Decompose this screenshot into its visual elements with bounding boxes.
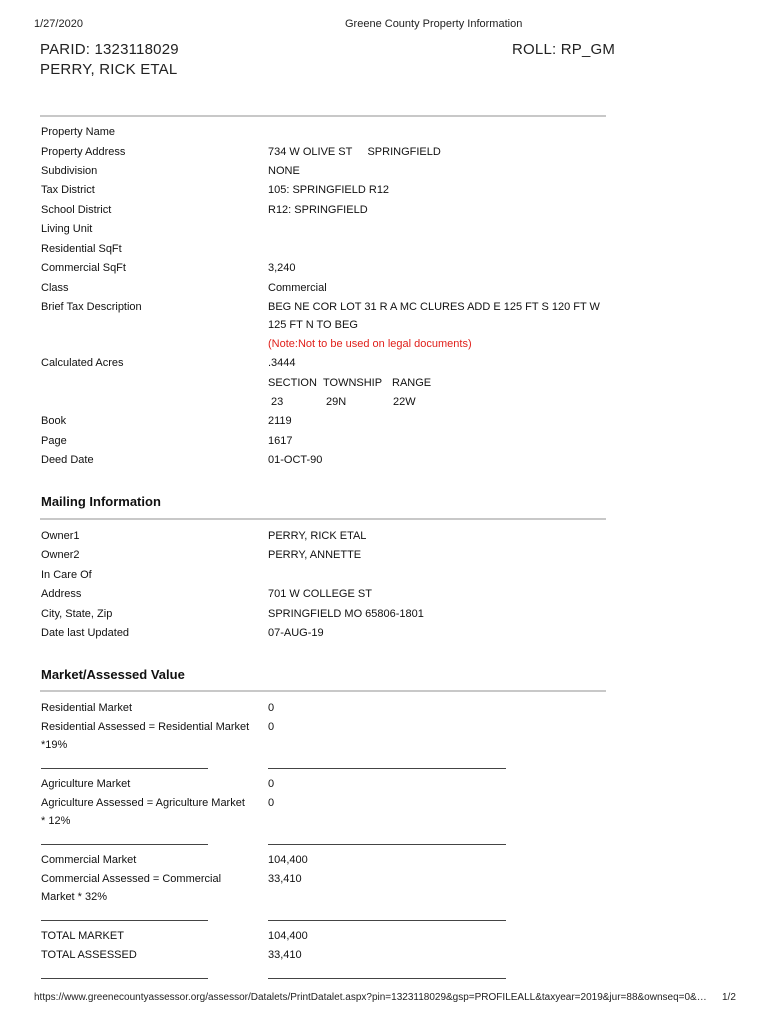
label-agriculture-assessed-line1: Agriculture Assessed = Agriculture Market — [41, 797, 245, 809]
commercial-left-separator — [41, 920, 208, 921]
parcel-id: PARID: 1323118029 — [40, 41, 179, 58]
value-commercial-market: 104,400 — [268, 854, 308, 866]
market-divider — [40, 690, 606, 692]
residential-right-separator — [268, 768, 506, 769]
owner-heading: PERRY, RICK ETAL — [40, 61, 178, 78]
label-residential-sqft: Residential SqFt — [41, 243, 122, 255]
value-calculated-acres: .3444 — [268, 357, 296, 369]
label-property-address: Property Address — [41, 146, 126, 158]
value-brief-tax-line2: 125 FT N TO BEG — [268, 319, 358, 331]
agriculture-right-separator — [268, 844, 506, 845]
legal-note: (Note:Not to be used on legal documents) — [268, 338, 472, 350]
label-owner2: Owner2 — [41, 549, 80, 561]
mailing-divider — [40, 518, 606, 520]
value-tax-district: 105: SPRINGFIELD R12 — [268, 184, 390, 196]
value-total-market: 104,400 — [268, 930, 308, 942]
label-residential-assessed-line1: Residential Assessed = Residential Market — [41, 721, 250, 733]
commercial-right-separator — [268, 920, 506, 921]
label-commercial-market: Commercial Market — [41, 854, 137, 866]
value-school-district: R12: SPRINGFIELD — [268, 204, 368, 216]
value-total-assessed: 33,410 — [268, 949, 302, 961]
residential-left-separator — [41, 768, 208, 769]
label-living-unit: Living Unit — [41, 223, 93, 235]
header-divider — [40, 115, 606, 117]
value-page: 1617 — [268, 435, 293, 447]
value-book: 2119 — [268, 415, 292, 427]
label-subdivision: Subdivision — [41, 165, 98, 177]
label-mailing-address: Address — [41, 588, 82, 600]
value-agriculture-assessed: 0 — [268, 797, 275, 809]
township-label: TOWNSHIP — [323, 377, 383, 389]
mailing-section-title: Mailing Information — [41, 494, 161, 509]
label-residential-assessed-line2: *19% — [41, 739, 68, 751]
label-tax-district: Tax District — [41, 184, 95, 196]
range-label: RANGE — [392, 377, 432, 389]
value-commercial-assessed: 33,410 — [268, 873, 302, 885]
page-number: 1/2 — [722, 992, 736, 1003]
label-school-district: School District — [41, 204, 112, 216]
label-in-care-of: In Care Of — [41, 569, 92, 581]
label-calculated-acres: Calculated Acres — [41, 357, 124, 369]
section-value: 23 — [271, 396, 284, 408]
range-value: 22W — [393, 396, 416, 408]
value-city-state-zip: SPRINGFIELD MO 65806-1801 — [268, 608, 424, 620]
label-brief-tax-description: Brief Tax Description — [41, 301, 142, 313]
label-commercial-sqft: Commercial SqFt — [41, 262, 126, 274]
label-book: Book — [41, 415, 67, 427]
value-agriculture-market: 0 — [268, 778, 275, 790]
label-page: Page — [41, 435, 67, 447]
label-class: Class — [41, 282, 69, 294]
label-deed-date: Deed Date — [41, 454, 94, 466]
label-agriculture-market: Agriculture Market — [41, 778, 131, 790]
label-commercial-assessed-line2: Market * 32% — [41, 891, 108, 903]
township-value: 29N — [326, 396, 347, 408]
label-date-last-updated: Date last Updated — [41, 627, 130, 639]
label-commercial-assessed-line1: Commercial Assessed = Commercial — [41, 873, 222, 885]
total-right-separator — [268, 978, 506, 979]
label-residential-market: Residential Market — [41, 702, 133, 714]
label-total-assessed: TOTAL ASSESSED — [41, 949, 137, 961]
value-date-last-updated: 07-AUG-19 — [268, 627, 324, 639]
value-owner1: PERRY, RICK ETAL — [268, 530, 367, 542]
print-date: 1/27/2020 — [34, 18, 83, 30]
value-commercial-sqft: 3,240 — [268, 262, 296, 274]
agriculture-left-separator — [41, 844, 208, 845]
label-agriculture-assessed-line2: * 12% — [41, 815, 71, 827]
section-label: SECTION — [268, 377, 317, 389]
roll-code: ROLL: RP_GM — [512, 41, 616, 58]
page-url: https://www.greenecountyassessor.org/assessor/Datalets/PrintDatalet.aspx?pin=1323118029&gsp=PROFILEALL&taxyear=2019&jur=88&ownseq=0&… — [34, 992, 707, 1003]
label-owner1: Owner1 — [41, 530, 80, 542]
value-subdivision: NONE — [268, 165, 300, 177]
value-class: Commercial — [268, 282, 327, 294]
print-title: Greene County Property Information — [345, 18, 523, 30]
label-city-state-zip: City, State, Zip — [41, 608, 113, 620]
value-owner2: PERRY, ANNETTE — [268, 549, 362, 561]
label-property-name: Property Name — [41, 126, 115, 138]
total-left-separator — [41, 978, 208, 979]
value-brief-tax-line1: BEG NE COR LOT 31 R A MC CLURES ADD E 125 FT S 120 FT W — [268, 301, 600, 313]
value-residential-market: 0 — [268, 702, 275, 714]
value-mailing-address: 701 W COLLEGE ST — [268, 588, 372, 600]
value-deed-date: 01-OCT-90 — [268, 454, 323, 466]
value-residential-assessed: 0 — [268, 721, 275, 733]
market-section-title: Market/Assessed Value — [41, 667, 185, 682]
label-total-market: TOTAL MARKET — [41, 930, 124, 942]
value-property-address: 734 W OLIVE ST SPRINGFIELD — [268, 146, 441, 158]
